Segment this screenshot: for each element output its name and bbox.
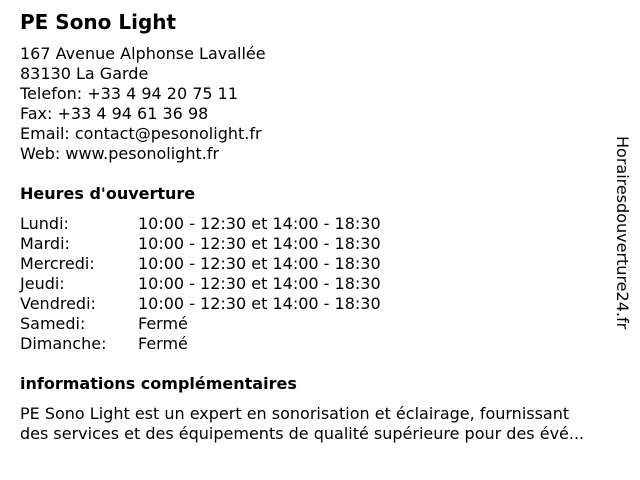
day-label: Samedi: <box>20 314 86 333</box>
description-line: PE Sono Light est un expert en sonorisation et éclairage, fournissant <box>20 404 570 423</box>
day-label: Jeudi: <box>20 274 65 293</box>
day-label: Dimanche: <box>20 334 107 353</box>
info-heading: informations complémentaires <box>20 374 297 393</box>
hours-row-monday <box>20 214 580 234</box>
hours-heading: Heures d'ouverture <box>20 184 196 203</box>
info-description <box>20 404 632 444</box>
address-street: 167 Avenue Alphonse Lavallée <box>20 44 266 63</box>
business-name: PE Sono Light <box>20 10 177 34</box>
day-hours: 10:00 - 12:30 et 14:00 - 18:30 <box>138 214 381 233</box>
email-line: Email: contact@pesonolight.fr <box>20 124 262 143</box>
fax-line: Fax: +33 4 94 61 36 98 <box>20 104 209 123</box>
hours-row-sunday <box>20 334 580 354</box>
day-label: Mardi: <box>20 234 70 253</box>
hours-table <box>20 214 580 354</box>
day-hours: Fermé <box>138 334 188 353</box>
site-watermark: Horairesdouverture24.fr <box>613 136 632 330</box>
hours-row-friday <box>20 294 580 314</box>
day-hours: 10:00 - 12:30 et 14:00 - 18:30 <box>138 234 381 253</box>
day-label: Mercredi: <box>20 254 95 273</box>
day-hours: 10:00 - 12:30 et 14:00 - 18:30 <box>138 294 381 313</box>
hours-row-wednesday <box>20 254 580 274</box>
contact-block <box>20 44 266 164</box>
phone-line: Telefon: +33 4 94 20 75 11 <box>20 84 239 103</box>
day-hours: Fermé <box>138 314 188 333</box>
hours-row-saturday <box>20 314 580 334</box>
address-city: 83130 La Garde <box>20 64 149 83</box>
day-label: Lundi: <box>20 214 69 233</box>
day-hours: 10:00 - 12:30 et 14:00 - 18:30 <box>138 254 381 273</box>
description-line: des services et des équipements de qualité supérieure pour des évé... <box>20 424 585 443</box>
day-hours: 10:00 - 12:30 et 14:00 - 18:30 <box>138 274 381 293</box>
web-line: Web: www.pesonolight.fr <box>20 144 220 163</box>
hours-row-thursday <box>20 274 580 294</box>
day-label: Vendredi: <box>20 294 96 313</box>
hours-row-tuesday <box>20 234 580 254</box>
